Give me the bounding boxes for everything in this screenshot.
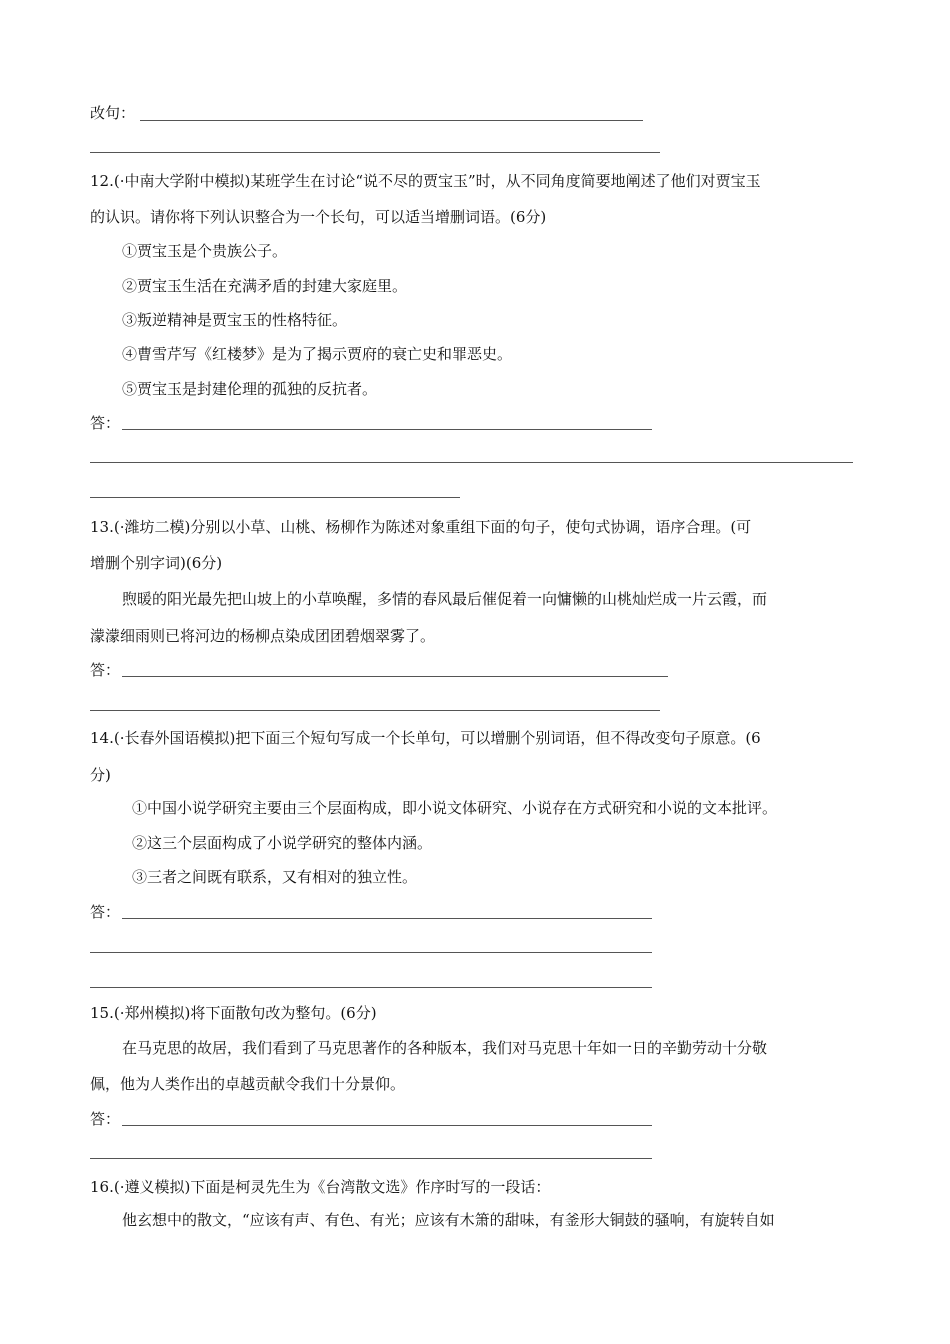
answer-line[interactable] bbox=[90, 497, 460, 498]
answer-label: 答： bbox=[90, 1110, 121, 1128]
q12-stem-line2: 的认识。请你将下列认识整合为一个长句，可以适当增删词语。(6分) bbox=[90, 208, 547, 226]
q16-paragraph-line1: 他玄想中的散文，“应该有声、有色、有光；应该有木箫的甜味，有釜形大铜鼓的骚响，有旋转自如 bbox=[122, 1211, 775, 1229]
q15-paragraph-line1: 在马克思的故居，我们看到了马克思著作的各种版本，我们对马克思十年如一日的辛勤劳动十分敬 bbox=[122, 1039, 768, 1057]
answer-line[interactable] bbox=[122, 918, 652, 919]
answer-label: 答： bbox=[90, 661, 121, 679]
answer-label: 答： bbox=[90, 414, 121, 432]
answer-line[interactable] bbox=[140, 120, 643, 121]
q12-item: ⑤贾宝玉是封建伦理的孤独的反抗者。 bbox=[122, 380, 378, 398]
answer-line[interactable] bbox=[90, 952, 652, 953]
answer-line[interactable] bbox=[122, 1125, 652, 1126]
answer-line[interactable] bbox=[90, 462, 853, 463]
q12-stem-line1: 12.(·中南大学附中模拟)某班学生在讨论“说不尽的贾宝玉”时，从不同角度简要地阐述了他们对贾宝玉 bbox=[90, 172, 761, 190]
q13-paragraph-line1: 煦暖的阳光最先把山坡上的小草唤醒，多情的春风最后催促着一向慵懒的山桃灿烂成一片云霞，而 bbox=[122, 590, 768, 608]
q14-item: ②这三个层面构成了小说学研究的整体内涵。 bbox=[132, 834, 433, 852]
answer-line[interactable] bbox=[122, 676, 668, 677]
q12-item: ①贾宝玉是个贵族公子。 bbox=[122, 242, 288, 260]
q12-item: ②贾宝玉生活在充满矛盾的封建大家庭里。 bbox=[122, 277, 408, 295]
answer-line[interactable] bbox=[122, 429, 652, 430]
answer-line[interactable] bbox=[90, 710, 660, 711]
q13-paragraph-line2: 濛濛细雨则已将河边的杨柳点染成团团碧烟翠雾了。 bbox=[90, 627, 436, 645]
q14-item: ③三者之间既有联系，又有相对的独立性。 bbox=[132, 868, 418, 886]
answer-line[interactable] bbox=[90, 152, 660, 153]
answer-line[interactable] bbox=[90, 987, 652, 988]
q12-item: ④曹雪芹写《红楼梦》是为了揭示贾府的衰亡史和罪恶史。 bbox=[122, 345, 513, 363]
gaiju-label: 改句： bbox=[90, 104, 136, 122]
q12-item: ③叛逆精神是贾宝玉的性格特征。 bbox=[122, 311, 348, 329]
answer-label: 答： bbox=[90, 903, 121, 921]
q15-paragraph-line2: 佩，他为人类作出的卓越贡献令我们十分景仰。 bbox=[90, 1075, 406, 1093]
q14-stem-line1: 14.(·长春外国语模拟)把下面三个短句写成一个长单句，可以增删个别词语，但不得改变句子原意。(6 bbox=[90, 729, 761, 747]
q13-stem-line2: 增删个别字词)(6分) bbox=[90, 554, 223, 572]
q13-stem-line1: 13.(·潍坊二模)分别以小草、山桃、杨柳作为陈述对象重组下面的句子，使句式协调，语序合理。(可 bbox=[90, 518, 752, 536]
q14-item: ①中国小说学研究主要由三个层面构成，即小说文体研究、小说存在方式研究和小说的文本批评。 bbox=[132, 799, 778, 817]
answer-line[interactable] bbox=[90, 1158, 652, 1159]
q16-stem: 16.(·遵义模拟)下面是柯灵先生为《台湾散文选》作序时写的一段话： bbox=[90, 1178, 551, 1196]
q15-stem: 15.(·郑州模拟)将下面散句改为整句。(6分) bbox=[90, 1004, 377, 1022]
q14-stem-line2: 分) bbox=[90, 766, 111, 784]
